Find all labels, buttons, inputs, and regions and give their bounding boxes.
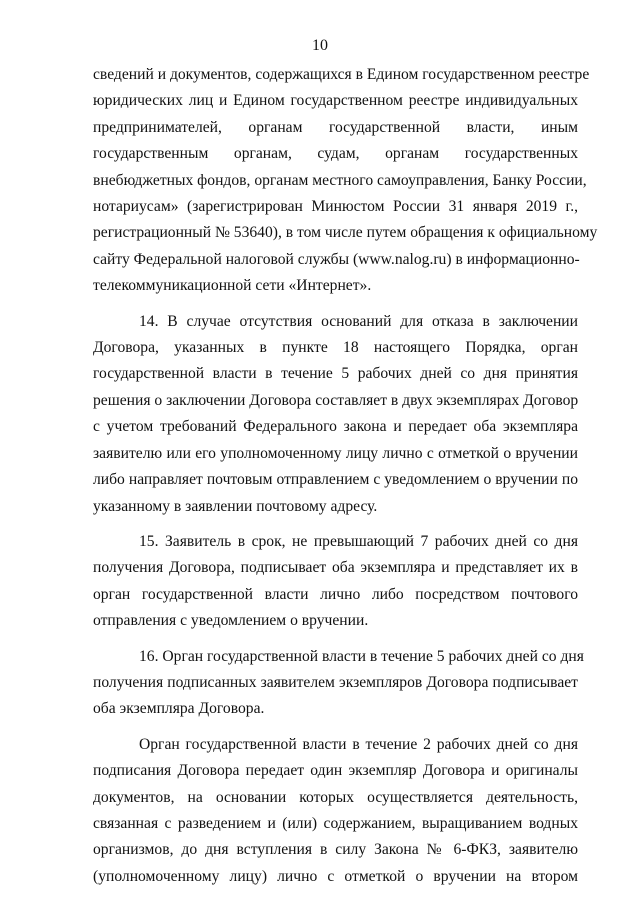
paragraph-continuation — [93, 62, 598, 300]
text-line: регистрационный № 53640), в том числе путем обращения к официальному — [93, 224, 598, 242]
text-line: государственным органам, судам, органам государственных — [93, 145, 578, 163]
text-line: 15. Заявитель в срок, не превышающий 7 рабочих дней со дня — [139, 532, 578, 550]
text-line: телекоммуникационной сети «Интернет». — [93, 277, 372, 295]
paragraph-16-transfer — [93, 732, 578, 890]
text-line: заявителю или его уполномоченному лицу лично с отметкой о вручении — [93, 444, 578, 462]
text-line: государственной власти в течение 5 рабочих дней со дня принятия — [93, 365, 578, 383]
text-line: предпринимателей, органам государственной власти, иным — [93, 118, 578, 136]
paragraph-14 — [93, 309, 578, 520]
text-line: организмов, до дня вступления в силу Закона № 6-ФКЗ, заявителю — [93, 841, 578, 859]
text-line: нотариусам» (зарегистрирован Минюстом России 31 января 2019 г., — [93, 198, 578, 216]
document-body — [93, 62, 598, 890]
page-number: 10 — [312, 37, 328, 54]
text-line: 16. Орган государственной власти в течение 5 рабочих дней со дня — [139, 647, 584, 665]
text-line: документов, на основании которых осуществляется деятельность, — [93, 788, 578, 806]
text-line: либо направляет почтовым отправлением с уведомлением о вручении по — [93, 471, 578, 489]
text-line: сайту Федеральной налоговой службы (www.nalog.ru) в информационно- — [93, 250, 580, 268]
paragraph-15 — [93, 529, 578, 635]
text-line: отправления с уведомлением о вручении. — [93, 612, 369, 630]
text-line: получения Договора, подписывает оба экземпляра и представляет их в — [93, 559, 578, 577]
text-line: указанному в заявлении почтовому адресу. — [93, 497, 378, 515]
text-line: Орган государственной власти в течение 2 рабочих дней со дня — [139, 735, 578, 753]
text-line: получения подписанных заявителем экземпляров Договора подписывает — [93, 673, 578, 691]
text-line: юридических лиц и Едином государственном реестре индивидуальных — [93, 92, 578, 110]
text-line: с учетом требований Федерального закона и передает оба экземпляра — [93, 418, 578, 436]
text-line: орган государственной власти лично либо посредством почтового — [93, 585, 578, 603]
text-line: 14. В случае отсутствия оснований для отказа в заключении — [139, 312, 578, 330]
text-line: (уполномоченному лицу) лично с отметкой о вручении на втором — [93, 867, 578, 885]
text-line: подписания Договора передает один экземпляр Договора и оригиналы — [93, 762, 578, 780]
text-line: связанная с разведением и (или) содержанием, выращиванием водных — [93, 814, 578, 832]
text-line: сведений и документов, содержащихся в Едином государственном реестре — [93, 66, 590, 83]
text-line: решения о заключении Договора составляет в двух экземплярах Договор — [93, 391, 579, 409]
paragraph-16 — [93, 644, 584, 723]
text-line: оба экземпляра Договора. — [93, 700, 265, 718]
text-line: внебюджетных фондов, органам местного самоуправления, Банку России, — [93, 171, 587, 189]
text-line: Договора, указанных в пункте 18 настоящего Порядка, орган — [93, 339, 578, 357]
